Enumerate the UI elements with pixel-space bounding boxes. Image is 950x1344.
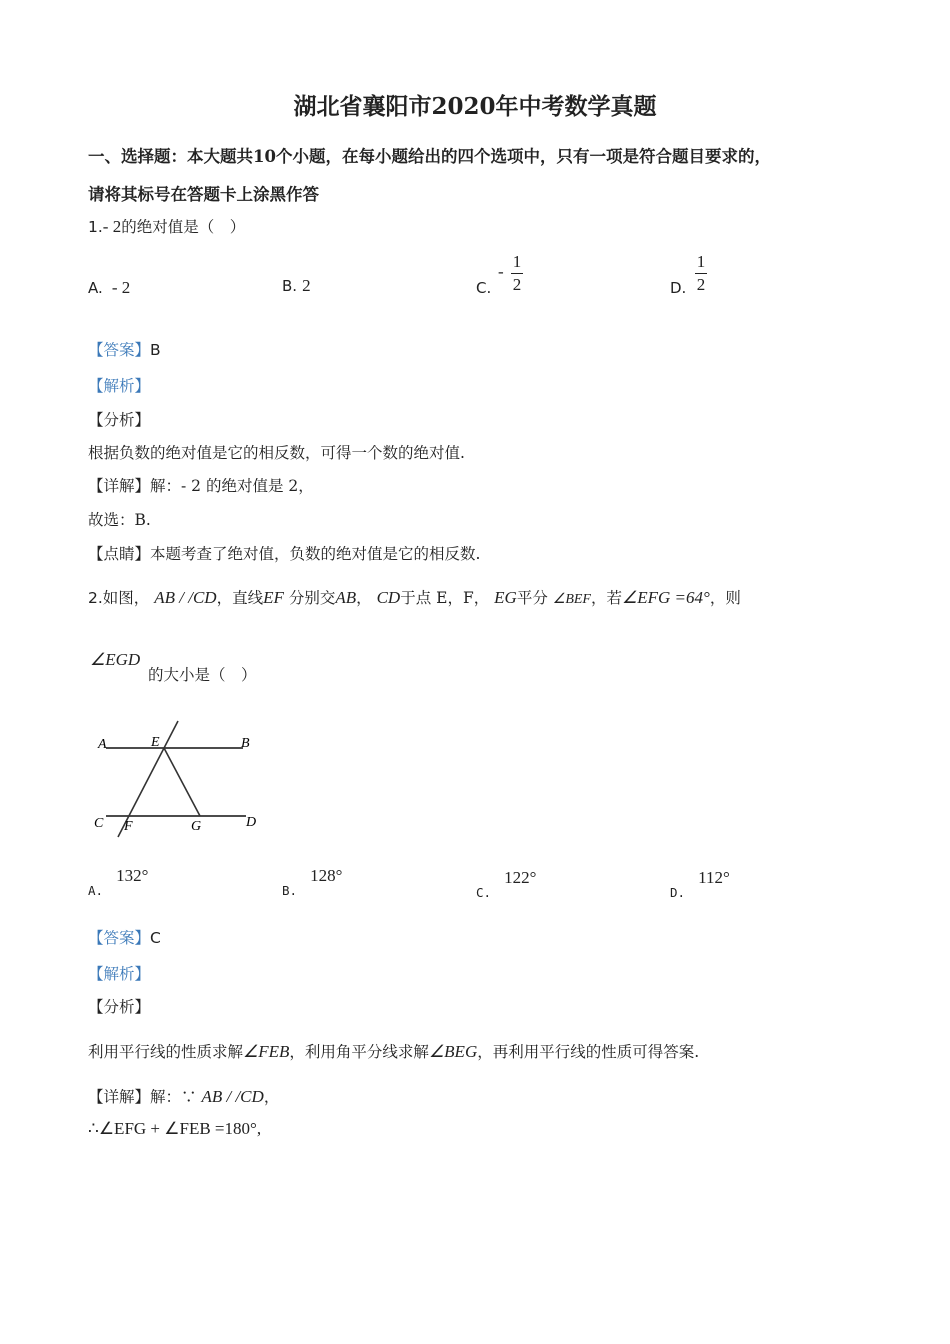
q2-option-d[interactable]: $_{D.}$ 112° (670, 868, 730, 900)
point-label-d: D (246, 815, 257, 830)
answer-value: C (150, 929, 161, 947)
answer-tag: 【答案】 (88, 929, 151, 947)
point-label-e: E (151, 735, 160, 750)
q2-last-line: ∴∠EFG + ∠FEB =180°, (88, 1119, 262, 1138)
point-label-g: G (191, 819, 202, 834)
q1-analysis-tag: 【解析】 (88, 377, 151, 395)
q2-option-a[interactable]: $_{A.}$ 132° (88, 866, 149, 898)
q1-stem-value: - 2 (102, 217, 122, 236)
q1-option-d-fraction: 1 2 (696, 252, 706, 294)
q2-stem-end: 的大小是（ ） (148, 666, 257, 684)
point-label-c: C (94, 816, 104, 831)
section-heading-line1: 一、选择题：本大题共10个小题，在每小题给出的四个选项中，只有一项是符合题目要求的， (88, 147, 771, 166)
q2-stem-angle: ∠EGD (90, 650, 141, 669)
q2-option-b[interactable]: $_{B.}$ 128° (282, 866, 343, 898)
xiangjie-text: 解：- 2 的绝对值是 2， (150, 477, 314, 495)
q1-number: 1. (88, 218, 103, 236)
q2-answer (88, 926, 161, 948)
q1-xiangjie (88, 474, 314, 496)
answer-tag: 【答案】 (88, 341, 151, 359)
point-label-a: A (98, 737, 107, 752)
q1-fenxi-text: 根据负数的绝对值是它的相反数，可得一个数的绝对值. (88, 444, 465, 462)
q1-option-a[interactable]: A. - 2 (88, 278, 131, 297)
q1-stem (88, 215, 245, 237)
dianjing-tag: 【点睛】 (88, 545, 151, 563)
q1-answer (88, 338, 161, 360)
q2-analysis-tag: 【解析】 (88, 965, 151, 983)
answer-value: B (150, 341, 161, 359)
q1-option-c-sign: - (498, 262, 504, 281)
point-label-b: B (241, 736, 250, 751)
q2-geometry-figure (88, 715, 268, 840)
q2-xiangjie: 【详解】解：∵ AB / /CD， (88, 1087, 280, 1106)
dianjing-text: 本题考查了绝对值，负数的绝对值是它的相反数. (150, 545, 481, 563)
q1-option-d-label[interactable]: D. (670, 279, 687, 297)
point-label-f: F (124, 819, 133, 834)
q1-option-c-fraction: 1 2 (512, 252, 522, 294)
q1-dianjing (88, 542, 480, 564)
section-heading-line2: 请将其标号在答题卡上涂黑作答 (88, 185, 319, 204)
q1-stem-text: 的绝对值是（ ） (121, 218, 246, 236)
q2-stem: 2.如图， AB / /CD，直线EF 分别交AB， CD于点 E，F， EG平分 ∠BEF，若∠EFG =64°，则 (88, 588, 741, 607)
q1-option-b[interactable]: B. 2 (282, 276, 311, 295)
page-title: 湖北省襄阳市2020年中考数学真题 (293, 93, 657, 120)
q2-fenxi-text: 利用平行线的性质求解∠FEB，利用角平分线求解∠BEG，再利用平行线的性质可得答案. (88, 1042, 700, 1061)
xiangjie-tag: 【详解】 (88, 477, 151, 495)
q2-fenxi-tag: 【分析】 (88, 998, 151, 1016)
q1-option-c-label[interactable]: C. (476, 279, 492, 297)
q1-choose: 故选：B. (88, 511, 151, 529)
q1-fenxi-tag: 【分析】 (88, 411, 151, 429)
q2-option-c[interactable]: $_{C.}$ 122° (476, 868, 537, 900)
